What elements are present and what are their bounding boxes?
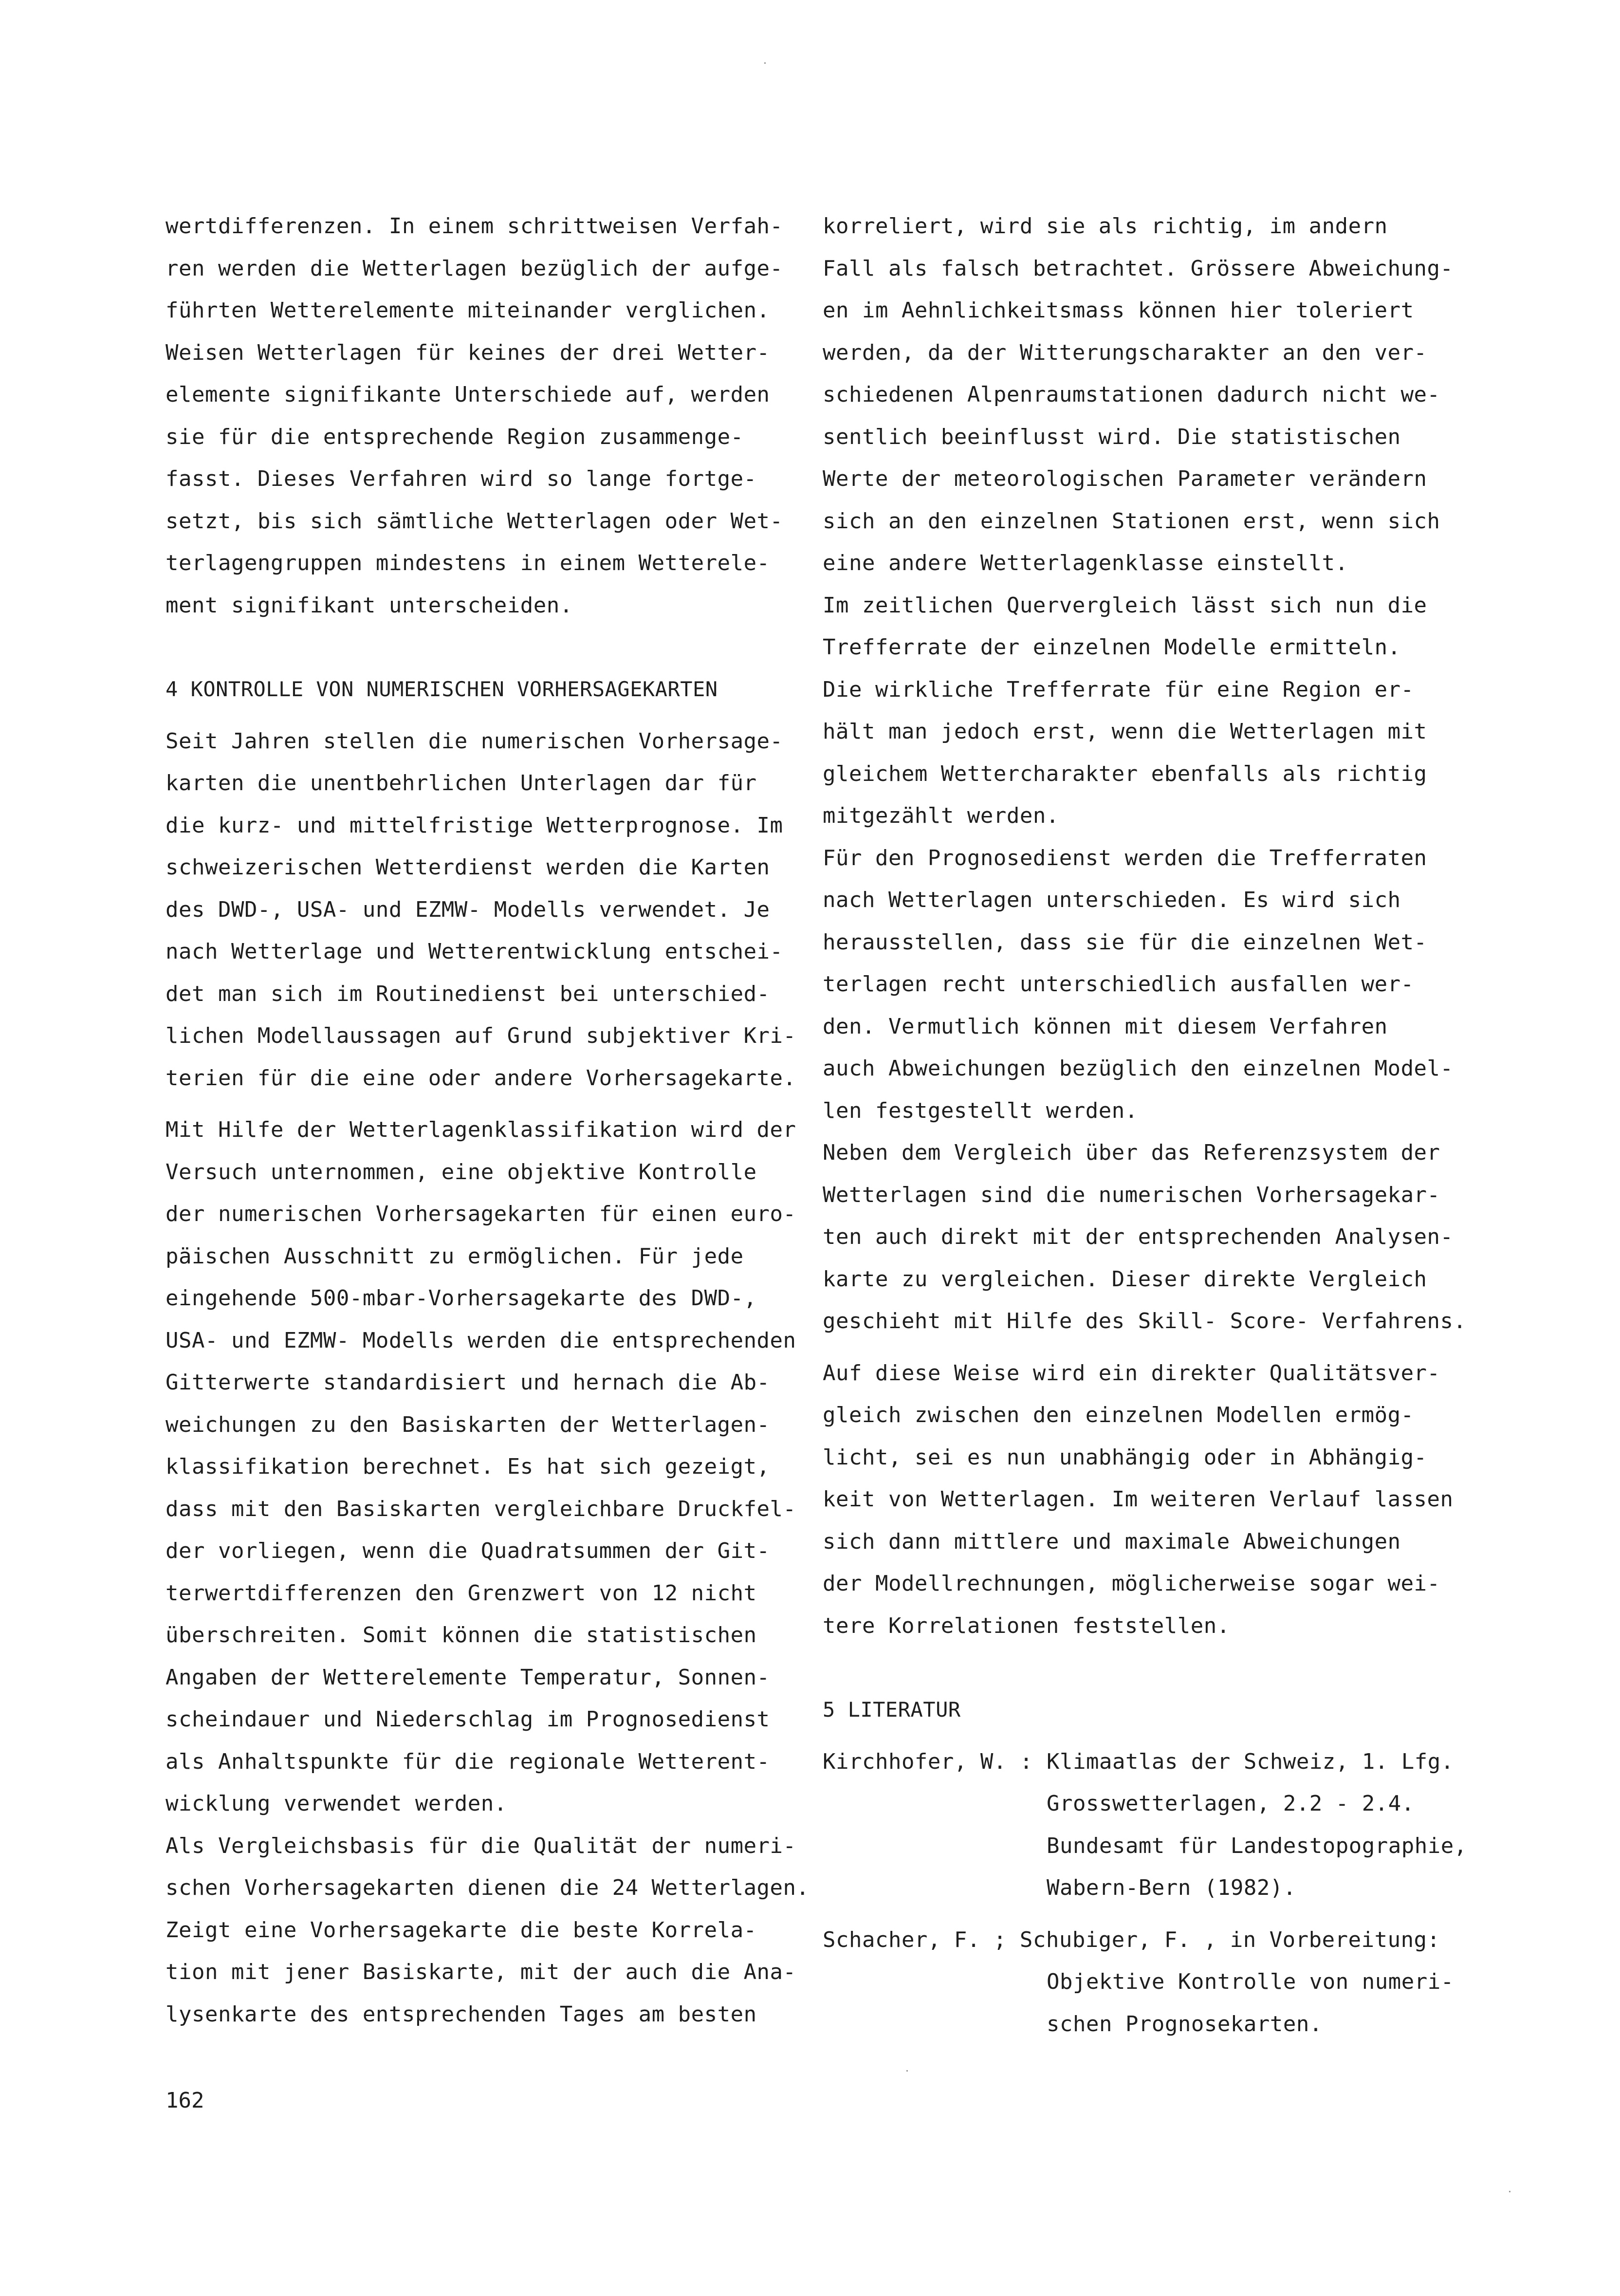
paragraph-qualitaetsvergleich: Auf diese Weise wird ein direkter Qualitätsver- gleich zwischen den einzelnen Modellen ermög- licht, sei es nun unabhängig oder in Abhängig- keit von Wetterlagen. Im weiteren Verlauf lassen sich dann mittlere und maximale Abweichungen der Modellrechnungen, möglicherweise sogar wei- tere Korrelationen feststellen.	[823, 1360, 1454, 1638]
section-heading-5: 5 LITERATUR	[823, 1698, 961, 1722]
scan-speck	[764, 62, 766, 64]
scan-speck	[906, 2070, 908, 2072]
paragraph-wetterlagenklassifikation: Mit Hilfe der Wetterlagenklassifikation wird der Versuch unternommen, eine objektive Kontrolle der numerischen Vorhersagekarten für einen euro- päischen Ausschnitt zu ermöglichen. Für jede eingehende 500-mbar-Vorhersagekarte des DWD-, USA- und EZMW- Modells werden die entsprechenden Gitterwerte standardisiert und hernach die Ab- weichungen zu den Basiskarten der Wetterlagen- klassifikation berechnet. Es hat sich gezeigt, dass mit den Basiskarten vergleichbare Druckfel- der vorliegen, wenn die Quadratsummen der Git- terwertdifferenzen den Grenzwert von 12 nicht überschreiten. Somit können die statistischen Angaben der Wetterelemente Temperatur, Sonnen- scheindauer und Niederschlag im Prognosedienst als Anhaltspunkte für die regionale Wetterent- wicklung verwendet werden. Als Vergleichsbasis für die Qualität der numeri- schen Vorhersagekarten dienen die 24 Wetterlagen. Zeigt eine Vorhersagekarte die beste Korrela- tion mit jener Basiskarte, mit der auch die Ana- lysenkarte des entsprechenden Tages am besten	[166, 1117, 810, 2027]
right-column	[823, 205, 1475, 2045]
reference-entry	[823, 1919, 1475, 2046]
section-heading-4: 4 KONTROLLE VON NUMERISCHEN VORHERSAGEKARTEN	[166, 677, 718, 701]
paragraph-vorhersagekarten: Seit Jahren stellen die numerischen Vorhersage- karten die unentbehrlichen Unterlagen dar für die kurz- und mittelfristige Wetterprognose. Im schweizerischen Wetterdienst werden die Karten des DWD-, USA- und EZMW- Modells verwendet. Je nach Wetterlage und Wetterentwicklung entschei- det man sich im Routinedienst bei unterschied- lichen Modellaussagen auf Grund subjektiver Kri- terien für die eine oder andere Vorhersagekarte.	[166, 728, 796, 1091]
reference-text: Objektive Kontrolle von numeri- schen Prognosekarten.	[1047, 1969, 1454, 2037]
paragraph-korreliert: korreliert, wird sie als richtig, im andern Fall als falsch betrachtet. Grössere Abweichung- en im Aehnlichkeitsmass können hier toleriert werden, da der Witterungscharakter an den ver- schiedenen Alpenraumstationen dadurch nicht we- sentlich beeinflusst wird. Die statistischen Werte der meteorologischen Parameter verändern sich an den einzelnen Stationen erst, wenn sich eine andere Wetterlagenklasse einstellt. Im zeitlichen Quervergleich lässt sich nun die Trefferrate der einzelnen Modelle ermitteln. Die wirkliche Trefferrate für eine Region er- hält man jedoch erst, wenn die Wetterlagen mit gleichem Wettercharakter ebenfalls als richtig mitgezählt werden. Für den Prognosedienst werden die Trefferraten nach Wetterlagen unterschieden. Es wird sich herausstellen, dass sie für die einzelnen Wet- terlagen recht unterschiedlich ausfallen wer- den. Vermutlich können mit diesem Verfahren auch Abweichungen bezüglich den einzelnen Model- len festgestellt werden. Neben dem Vergleich über das Referenzsystem der Wetterlagen sind die numerischen Vorhersagekar- ten auch direkt mit der entsprechenden Analysen- karte zu vergleichen. Dieser direkte Vergleich geschieht mit Hilfe des Skill- Score- Verfahrens.	[823, 214, 1467, 1333]
left-column	[166, 205, 818, 2036]
reference-entry	[823, 1741, 1475, 1909]
page-number: 162	[166, 2088, 204, 2113]
reference-text: Klimaatlas der Schweiz, 1. Lfg. Grosswetterlagen, 2.2 - 2.4. Bundesamt für Landestopographie, Wabern-Bern (1982).	[1047, 1749, 1467, 1900]
reference-author: Kirchhofer, W. :	[823, 1749, 1033, 1774]
paragraph-wertdifferenzen: wertdifferenzen. In einem schrittweisen Verfah- ren werden die Wetterlagen bezüglich der aufge- führten Wetterelemente miteinander verglichen. Weisen Wetterlagen für keines der drei Wetter- elemente signifikante Unterschiede auf, werden sie für die entsprechende Region zusammenge- fasst. Dieses Verfahren wird so lange fortge- setzt, bis sich sämtliche Wetterlagen oder Wet- terlagengruppen mindestens in einem Wetterele- ment signifikant unterscheiden.	[166, 214, 783, 618]
reference-author: Schacher, F. ; Schubiger, F. , in Vorbereitung:	[823, 1927, 1440, 1952]
scan-speck	[1509, 2191, 1510, 2192]
